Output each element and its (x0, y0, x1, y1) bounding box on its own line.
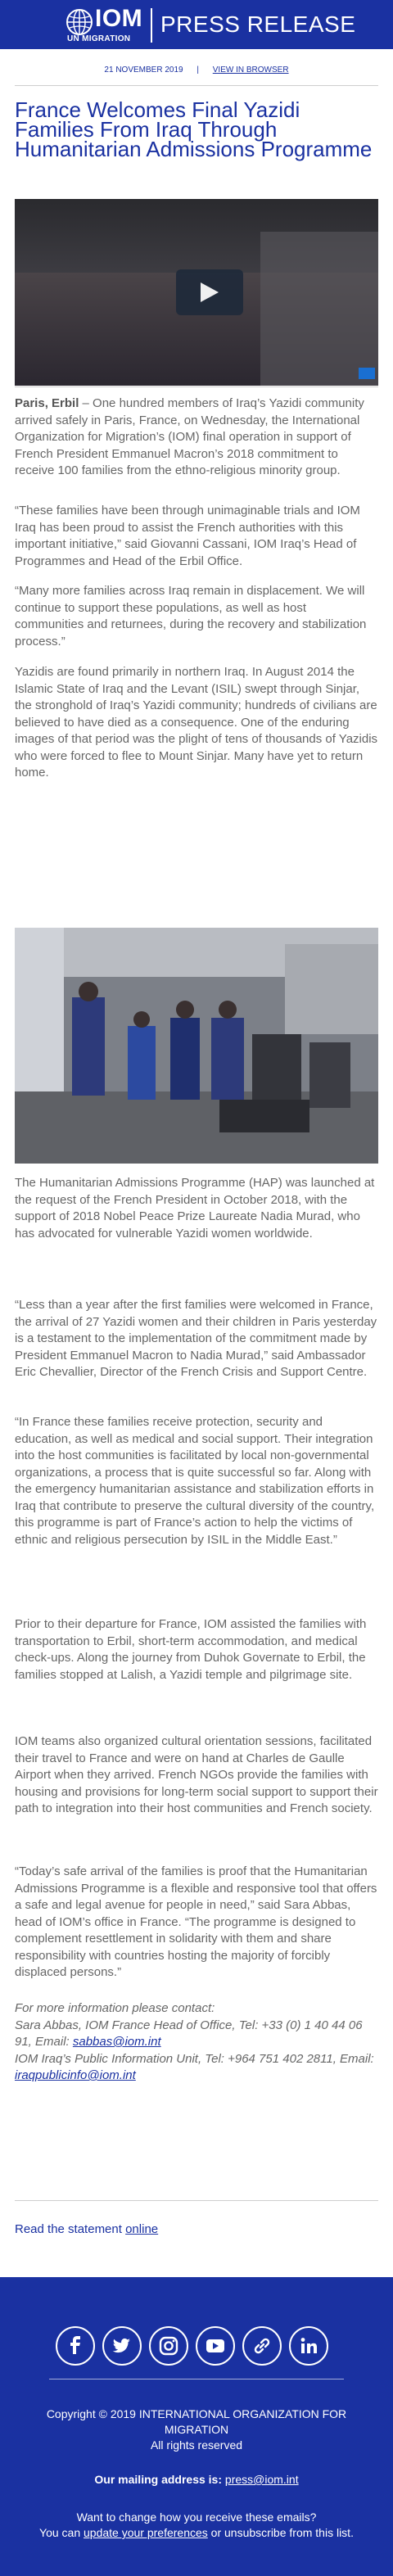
change-question: Want to change how you receive these emails? (76, 2510, 317, 2524)
header-divider (151, 8, 152, 43)
contact-1-text: Sara Abbas, IOM France Head of Office, Tel: +33 (0) 1 40 44 06 91, Email: (15, 2018, 363, 2049)
linkedin-icon[interactable] (289, 2326, 328, 2366)
paragraph-8: Prior to their departure for France, IOM assisted the families with transportation to Erbil, short-term accommodation, and medical check-ups. Along the journey from Duhok Governate to Erbil, the families stopped at Lalish, a Yazidi temple and pilgrimage site. (15, 1617, 367, 1682)
paragraph-7: “In France these families receive protection, security and education, as well as medical and social support. Their integration into the host communities is facilitated by local non-governmental organizations, a process that is quite successful so far. Along with the emergency humanitarian assistance and stabilization efforts in Iraq that contribute to preserve the cultural diversity of the country, this programme is part of France’s action to help the victims of ethnic and religious persecution by ISIL in the Middle East.” (15, 1415, 375, 1547)
contact-block (15, 2000, 378, 2085)
contact-2-text: IOM Iraq’s Public Information Unit, Tel: +964 751 402 2811, Email: (15, 2051, 374, 2066)
play-icon (199, 281, 220, 304)
paragraph-9: IOM teams also organized cultural orientation sessions, facilitated their travel to France and were on hand at Charles de Gaulle Airport when they arrived. French NGOs provide the families with housing and provisions for long-term social support to support their path to integration into their host communities and French society. (15, 1734, 378, 1815)
lead-paragraph (15, 395, 378, 480)
video-badge-icon (359, 368, 375, 379)
contact-2-email-link[interactable]: iraqpublicinfo@iom.int (15, 2068, 136, 2082)
header-banner (0, 0, 393, 49)
paragraph-3: “Many more families across Iraq remain in displacement. We will continue to support these populations, as well as host communities and returnees, during the recovery and stabilization process.” (15, 584, 367, 649)
paragraph-5: The Humanitarian Admissions Programme (HAP) was launched at the request of the French President in October 2018, with the support of 2018 Nobel Peace Prize Laureate Nadia Murad, who has advocated for vulnerable Yazidi women worldwide. (15, 1176, 375, 1241)
read-statement (15, 2222, 158, 2236)
bottom-divider (15, 2200, 378, 2201)
airport-photo-illustration (15, 928, 378, 1164)
facebook-icon[interactable] (56, 2326, 95, 2366)
airport-photo (15, 928, 378, 1164)
mailing-address (0, 2473, 393, 2486)
preferences-line (16, 2525, 377, 2541)
read-statement-prefix: Read the statement (15, 2222, 126, 2236)
play-button[interactable] (176, 269, 243, 315)
contact-intro: For more information please contact: (15, 2001, 215, 2015)
paragraph-10: “Today’s safe arrival of the families is proof that the Humanitarian Admissions Programme is a flexible and responsive tool that offers a safe and legal avenue for people in need,” said Sara Abbas, head of IOM’s office in France. “The programme is designed to complement resettlement in solidarity with them and share responsibility with countries hosting the majority of forcibly displaced persons.” (15, 1864, 377, 1979)
contact-1-email-link[interactable]: sabbas@iom.int (72, 2035, 161, 2049)
press-release-label: PRESS RELEASE (160, 11, 356, 37)
lead-location: Paris, Erbil (15, 396, 79, 410)
dateline-separator: | (196, 66, 199, 75)
article-title: France Welcomes Final Yazidi Families From Iraq Through Humanitarian Admissions Programme (15, 97, 373, 161)
mailing-email-link[interactable]: press@iom.int (224, 2473, 299, 2486)
you-can-text: You can (39, 2526, 84, 2539)
dateline (0, 66, 393, 75)
logo-text: IOM (95, 5, 143, 32)
footer (0, 2277, 393, 2576)
view-in-browser-link[interactable]: VIEW IN BROWSER (212, 66, 289, 75)
unsubscribe-text: or unsubscribe from this list. (207, 2526, 354, 2539)
link-icon[interactable] (242, 2326, 282, 2366)
paragraph-2: “These families have been through unimaginable trials and IOM Iraq has been proud to assist the French authorities with this important initiative,” said Giovanni Cassani, IOM Iraq’s Head of Programmes and Head of the Erbil Office. (15, 504, 360, 568)
video-scene-figure (260, 232, 378, 386)
video-thumbnail[interactable] (15, 199, 378, 386)
copyright-block (33, 2407, 360, 2453)
preferences-block (16, 2510, 377, 2541)
paragraph-6: “Less than a year after the first families were welcomed in France, the arrival of 27 Yazidi women and their children in Paris yesterday is a testament to the implementation of the commitment made by President Emmanuel Macron to Nadia Murad,” said Ambassador Eric Chevallier, Director of the French Crisis and Support Centre. (15, 1298, 377, 1379)
update-preferences-link[interactable]: update your preferences (84, 2526, 208, 2539)
copyright-text: Copyright © 2019 INTERNATIONAL ORGANIZATION FOR MIGRATION (46, 2407, 347, 2436)
logo-subtitle: UN MIGRATION (67, 34, 131, 43)
mailing-label: Our mailing address is: (94, 2473, 225, 2486)
iom-globe-logo-icon (66, 8, 93, 36)
paragraph-4: Yazidis are found primarily in northern Iraq. In August 2014 the Islamic State of Iraq and the Levant (ISIL) swept through Sinjar, the stronghold of Iraq’s Yazidi community; hundreds of civilians are believed to have died as a consequence. One of the enduring images of that period was the plight of tens of thousands of Yazidis who were forced to flee to Mount Sinjar. Many have yet to return home. (15, 665, 378, 780)
read-online-link[interactable]: online (125, 2222, 159, 2236)
rights-text: All rights reserved (150, 2438, 243, 2452)
release-date: 21 NOVEMBER 2019 (104, 66, 183, 75)
youtube-icon[interactable] (196, 2326, 235, 2366)
lead-text: – One hundred members of Iraq’s Yazidi community arrived safely in Paris, France, on Wednesday, the International Organization for Migration’s (IOM) final operation in support of French President Emmanuel Macron’s 2018 commitment to receive 100 families from the ethno-religious minority group. (15, 396, 364, 477)
video-divider (15, 386, 378, 387)
top-divider (15, 85, 378, 86)
twitter-icon[interactable] (102, 2326, 142, 2366)
instagram-icon[interactable] (149, 2326, 188, 2366)
